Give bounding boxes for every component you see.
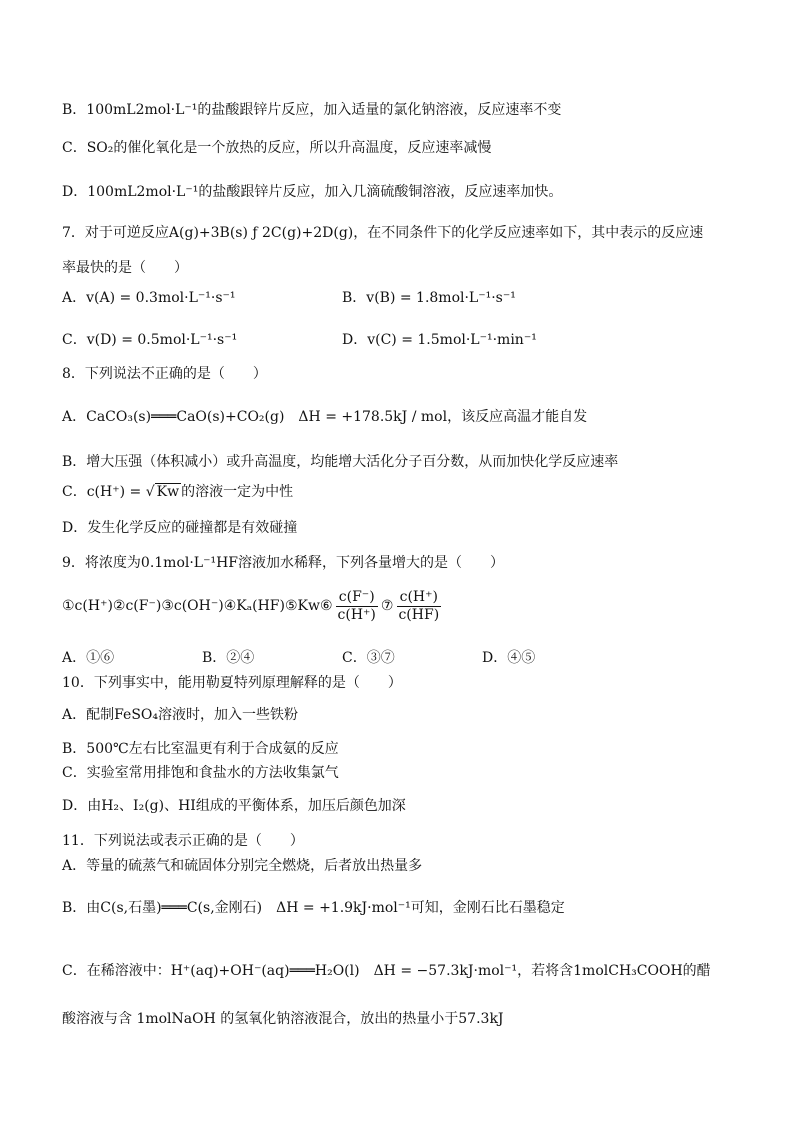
q11-option-c-line2: 酸溶液与含 1molNaOH 的氢氧化钠溶液混合，放出的热量小于57.3kJ: [62, 1011, 504, 1027]
sqrt-radicand: Kw: [156, 484, 180, 500]
q9-frac6-numerator: c(F⁻): [336, 590, 378, 607]
q9-option-a: A．①⑥: [62, 650, 115, 666]
q8-option-c: [62, 484, 293, 501]
q10-option-b: B．500℃左右比室温更有利于合成氨的反应: [62, 741, 339, 757]
q9-items-text: ①c(H⁺)②c(F⁻)③c(OH⁻)④Kₐ(HF)⑤Kw⑥: [62, 598, 333, 615]
q9-items: [62, 590, 444, 624]
q10-option-d: D．由H₂、I₂(g)、HI组成的平衡体系，加压后颜色加深: [62, 798, 406, 814]
q8-c-prefix: C．c(H⁺) =: [62, 484, 146, 500]
q7-option-d: D．v(C) = 1.5mol·L⁻¹·min⁻¹: [342, 332, 537, 348]
q9-fraction-7: [395, 590, 442, 624]
sqrt-kw: √ Kw: [145, 484, 180, 500]
q6-option-c: C．SO₂的催化氧化是一个放热的反应，所以升高温度，反应速率减慢: [62, 140, 492, 156]
q11-stem: 11．下列说法或表示正确的是（ ）: [62, 833, 304, 849]
q11-option-a: A．等量的硫蒸气和硫固体分别完全燃烧，后者放出热量多: [62, 858, 423, 874]
q10-option-a: A．配制FeSO₄溶液时，加入一些铁粉: [62, 707, 299, 723]
q9-option-d: D．④⑤: [482, 650, 536, 666]
q7-option-c: C．v(D) = 0.5mol·L⁻¹·s⁻¹: [62, 332, 238, 348]
q7-option-a: A．v(A) = 0.3mol·L⁻¹·s⁻¹: [62, 290, 236, 306]
q9-frac7-denominator: c(HF): [398, 607, 440, 624]
q11-option-c-line1: C．在稀溶液中：H⁺(aq)+OH⁻(aq)═══H₂O(l) ΔH = −57.3kJ·mol⁻¹，若将含1molCH₃COOH的醋: [62, 963, 711, 979]
q8-option-a: A．CaCO₃(s)═══CaO(s)+CO₂(g) ΔH = +178.5kJ / mol，该反应高温才能自发: [62, 409, 588, 425]
q9-stem: 9．将浓度为0.1mol·L⁻¹HF溶液加水稀释，下列各量增大的是（ ）: [62, 555, 505, 571]
q8-option-b: B．增大压强（体积减小）或升高温度，均能增大活化分子百分数，从而加快化学反应速率: [62, 454, 619, 470]
q9-item7-label: ⑦: [380, 598, 394, 615]
q7-stem-line1: 7．对于可逆反应A(g)+3B(s) ƒ 2C(g)+2D(g)，在不同条件下的化学反应速率如下，其中表示的反应速: [62, 225, 704, 241]
q9-option-b: B．②④: [202, 650, 255, 666]
q8-c-suffix: 的溶液一定为中性: [181, 484, 294, 500]
q10-stem: 10．下列事实中，能用勒夏特列原理解释的是（ ）: [62, 675, 402, 691]
q7-stem-line2: 率最快的是（ ）: [62, 260, 188, 276]
q9-frac6-denominator: c(H⁺): [337, 607, 376, 624]
q9-frac7-numerator: c(H⁺): [397, 590, 441, 607]
q6-option-b: B．100mL2mol·L⁻¹的盐酸跟锌片反应，加入适量的氯化钠溶液，反应速率不变: [62, 102, 562, 118]
q10-option-c: C．实验室常用排饱和食盐水的方法收集氯气: [62, 765, 339, 781]
q7-option-b: B．v(B) = 1.8mol·L⁻¹·s⁻¹: [342, 290, 516, 306]
q9-fraction-6: [335, 590, 379, 624]
q8-option-d: D．发生化学反应的碰撞都是有效碰撞: [62, 520, 298, 536]
q6-option-d: D．100mL2mol·L⁻¹的盐酸跟锌片反应，加入几滴硫酸铜溶液，反应速率加快。: [62, 184, 563, 200]
q8-stem: 8．下列说法不正确的是（ ）: [62, 366, 267, 382]
q11-option-b: B．由C(s,石墨)═══C(s,金刚石) ΔH = +1.9kJ·mol⁻¹可知，金刚石比石墨稳定: [62, 900, 565, 916]
q9-option-c: C．③⑦: [342, 650, 395, 666]
